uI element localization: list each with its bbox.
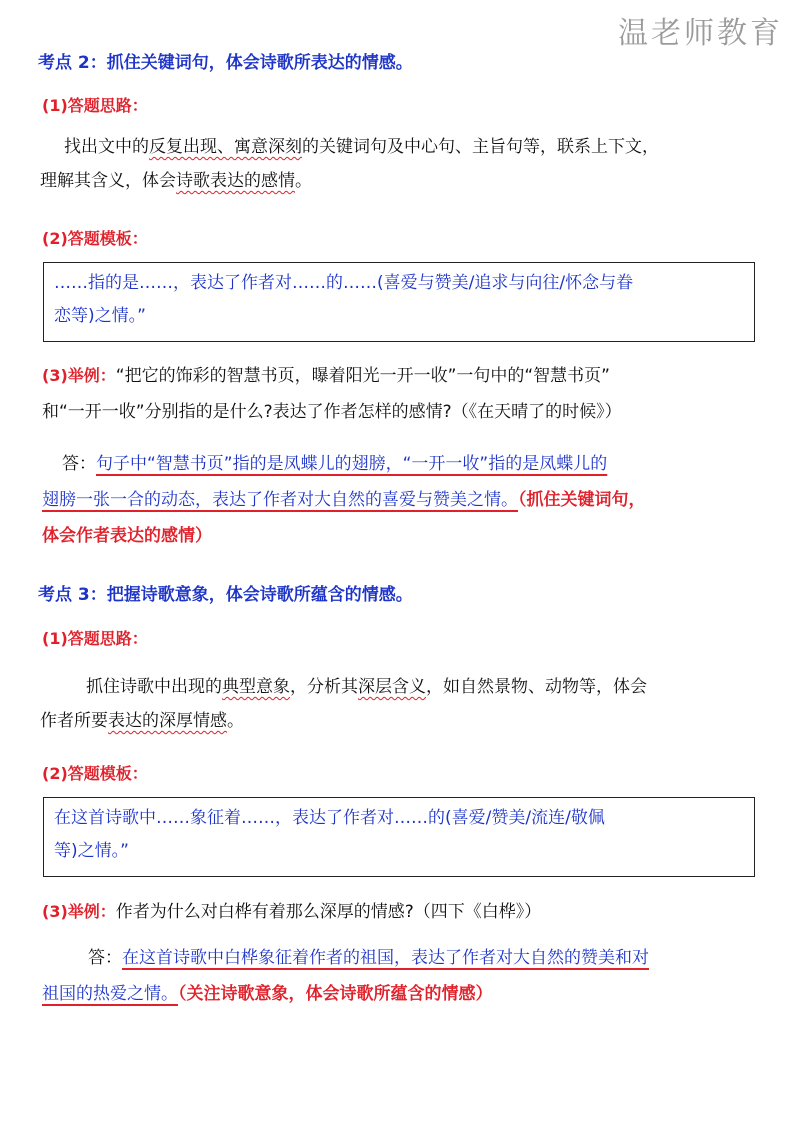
key-phrase: 诗歌表达的感情: [176, 171, 295, 191]
text-run: 。: [295, 171, 312, 191]
section-3-template-box: [43, 797, 755, 877]
section-3-title: 考点 3：把握诗歌意象，体会诗歌所蕴含的情感。: [38, 585, 413, 605]
answer-text: 翅膀一张一合的动态，表达了作者对大自然的喜爱与赞美之情。: [42, 490, 518, 510]
text-run: 抓住诗歌中出现的: [86, 677, 222, 697]
template-line: ……指的是……，表达了作者对……的……(喜爱与赞美/追求与向往/怀念与眷: [54, 273, 634, 293]
answer-note: （抓住关键词句，: [518, 490, 646, 510]
text-run: 找出文中的: [64, 137, 149, 157]
text-run: 的关键词句及中心句、主旨句等，联系上下文，: [302, 137, 659, 157]
template-line: 等)之情。”: [54, 841, 129, 861]
text-run: ，如自然景物、动物等，体会: [426, 677, 647, 697]
text-run: 。: [227, 711, 244, 731]
section-3-example-heading: (3)举例：: [42, 902, 116, 921]
answer-text: 祖国的热爱之情。: [42, 984, 178, 1004]
example-question: “把它的饰彩的智慧书页，曝着阳光一开一收”一句中的“智慧书页”: [115, 366, 610, 386]
key-phrase: 典型意象: [222, 677, 290, 697]
section-2-thinking-heading: (1)答题思路：: [42, 96, 148, 115]
answer-label: 答：: [88, 948, 122, 968]
text-run: 理解其含义，体会: [40, 171, 176, 191]
answer-note: 体会作者表达的感情）: [42, 526, 212, 546]
watermark: 温老师教育: [618, 16, 783, 51]
key-phrase: 深层含义: [358, 677, 426, 697]
answer-note: （关注诗歌意象，体会诗歌所蕴含的情感）: [178, 984, 493, 1004]
key-phrase: 表达的深厚情感: [108, 711, 227, 731]
text-run: 作者所要: [40, 711, 108, 731]
section-2-title: 考点 2：抓住关键词句，体会诗歌所表达的情感。: [38, 53, 413, 73]
section-2-example-heading: (3)举例：: [42, 366, 116, 385]
template-line: 在这首诗歌中……象征着……，表达了作者对……的(喜爱/赞美/流连/敬佩: [54, 808, 605, 828]
template-line: 恋等)之情。”: [54, 306, 146, 326]
section-3-thinking-text: [40, 670, 760, 738]
key-phrase: 反复出现、寓意深刻: [149, 137, 302, 157]
section-3-template-heading: (2)答题模板：: [42, 764, 148, 783]
text-run: ，分析其: [290, 677, 358, 697]
section-3-answer: [42, 942, 777, 1010]
section-2-template-box: [43, 262, 755, 342]
section-2-answer: [42, 448, 777, 552]
answer-text: 句子中“智慧书页”指的是凤蝶儿的翅膀，“一开一收”指的是凤蝶儿的: [96, 454, 608, 474]
section-3-thinking-heading: (1)答题思路：: [42, 629, 148, 648]
answer-text: 在这首诗歌中白桦象征着作者的祖国，表达了作者对大自然的赞美和对: [122, 948, 649, 968]
example-question: 和“一开一收”分别指的是什么?表达了作者怎样的感情?（《在天晴了的时候》）: [42, 402, 622, 422]
section-3-example: [42, 897, 772, 927]
answer-label: 答：: [62, 454, 96, 474]
section-2-example: [42, 361, 772, 427]
section-2-thinking-text: [40, 132, 760, 196]
section-2-template-heading: (2)答题模板：: [42, 229, 148, 248]
example-question: 作者为什么对白桦有着那么深厚的情感?（四下《白桦》）: [115, 902, 542, 922]
